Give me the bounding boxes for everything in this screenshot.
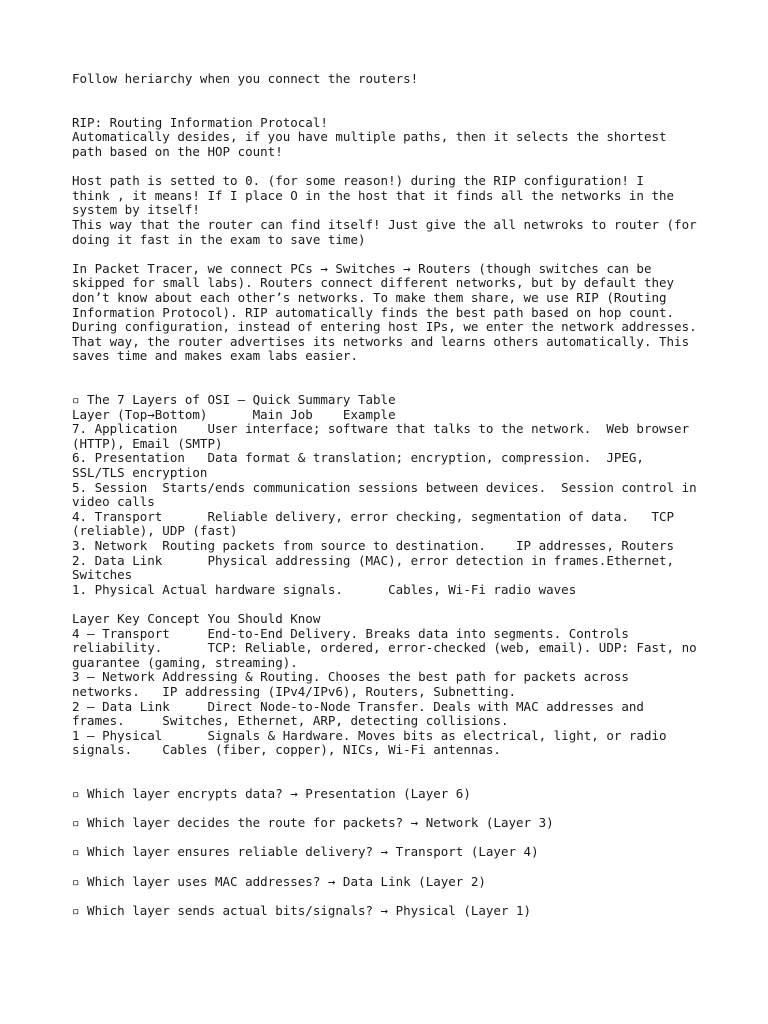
osi-table-row: (reliable), UDP (fast) [72,523,238,539]
host-path-line: doing it fast in the exam to save time) [72,231,366,247]
key-concepts-row: frames. Switches, Ethernet, ARP, detecting collisions. [72,713,509,729]
osi-table-row: 3. Network Routing packets from source to destination. IP addresses, Routers [72,538,675,553]
osi-summary-table [72,393,712,597]
host-path-line: system by itself! [72,202,200,218]
packet-tracer-line: saves time and makes exam labs easier. [72,348,358,364]
packet-tracer-line: In Packet Tracer, we connect PCs → Switches → Routers (though switches can be [72,260,652,276]
host-path-line: think , it means! If I place O in the host that it finds all the networks in the [72,187,675,203]
osi-table-row: 4. Transport Reliable delivery, error checking, segmentation of data. TCP [72,508,675,524]
osi-table-row: 5. Session Starts/ends communication sessions between devices. Session control in [72,479,697,495]
packet-tracer-line: don’t know about each other’s networks. To make them share, we use RIP (Routing [72,289,667,305]
rip-section [72,116,712,160]
osi-table-row: (HTTP), Email (SMTP) [72,435,223,451]
host-path-line: Host path is setted to 0. (for some reason!) during the RIP configuration! I [72,173,644,189]
osi-table-row: SSL/TLS encryption [72,465,208,481]
quiz-question: ▫ Which layer ensures reliable delivery? → Transport (Layer 4) [72,844,539,860]
key-concepts-row: 1 – Physical Signals & Hardware. Moves bits as electrical, light, or radio [72,727,667,743]
osi-table-row: 2. Data Link Physical addressing (MAC), error detection in frames.Ethernet, [72,552,675,568]
intro-line: Follow heriarchy when you connect the routers! [72,71,419,86]
quiz-question: ▫ Which layer encrypts data? → Presentation (Layer 6) [72,786,471,802]
key-concepts-row: 2 – Data Link Direct Node-to-Node Transfer. Deals with MAC addresses and [72,698,644,714]
key-concepts-row: reliability. TCP: Reliable, ordered, error-checked (web, email). UDP: Fast, no [72,640,697,656]
quiz-question: ▫ Which layer uses MAC addresses? → Data Link (Layer 2) [72,873,486,889]
key-concepts-row: signals. Cables (fiber, copper), NICs, Wi-Fi antennas. [72,742,501,758]
rip-line: RIP: Routing Information Protocal! [72,114,328,130]
quiz-question: ▫ Which layer sends actual bits/signals? → Physical (Layer 1) [72,902,532,918]
packet-tracer-line: skipped for small labs). Routers connect different networks, but by default they [72,275,675,291]
document-page [72,72,712,918]
osi-table-row: video calls [72,494,155,510]
key-concepts-row: guarantee (gaming, streaming). [72,654,298,670]
host-path-section [72,174,712,247]
key-concepts-table [72,612,712,758]
packet-tracer-line: That way, the router advertises its networks and learns others automatically. This [72,333,690,349]
rip-line: path based on the HOP count! [72,143,283,159]
packet-tracer-section [72,262,712,364]
key-concepts-row: 4 – Transport End-to-End Delivery. Breaks data into segments. Controls [72,625,629,641]
packet-tracer-line: During configuration, instead of entering host IPs, we enter the network addresses. [72,319,697,335]
osi-table-row: 7. Application User interface; software that talks to the network. Web browser [72,421,690,437]
quiz-question: ▫ Which layer decides the route for packets? → Network (Layer 3) [72,815,554,831]
osi-table-header-row: Layer (Top→Bottom) Main Job Example [72,406,396,422]
osi-table-row: 1. Physical Actual hardware signals. Cables, Wi-Fi radio waves [72,581,577,597]
quiz-questions [72,787,712,918]
osi-table-heading: ▫ The 7 Layers of OSI – Quick Summary Table [72,392,396,408]
osi-table-row: Switches [72,567,133,583]
osi-table-row: 6. Presentation Data format & translation; encryption, compression. JPEG, [72,450,644,466]
key-concepts-row: networks. IP addressing (IPv4/IPv6), Routers, Subnetting. [72,683,517,699]
host-path-line: This way that the router can find itself! Just give the all netwroks to router (for [72,216,697,232]
packet-tracer-line: Information Protocol). RIP automatically finds the best path based on hop count. [72,304,675,320]
key-concepts-header-row: Layer Key Concept You Should Know [72,610,321,626]
key-concepts-row: 3 – Network Addressing & Routing. Chooses the best path for packets across [72,669,629,685]
rip-line: Automatically desides, if you have multiple paths, then it selects the shortest [72,129,667,145]
